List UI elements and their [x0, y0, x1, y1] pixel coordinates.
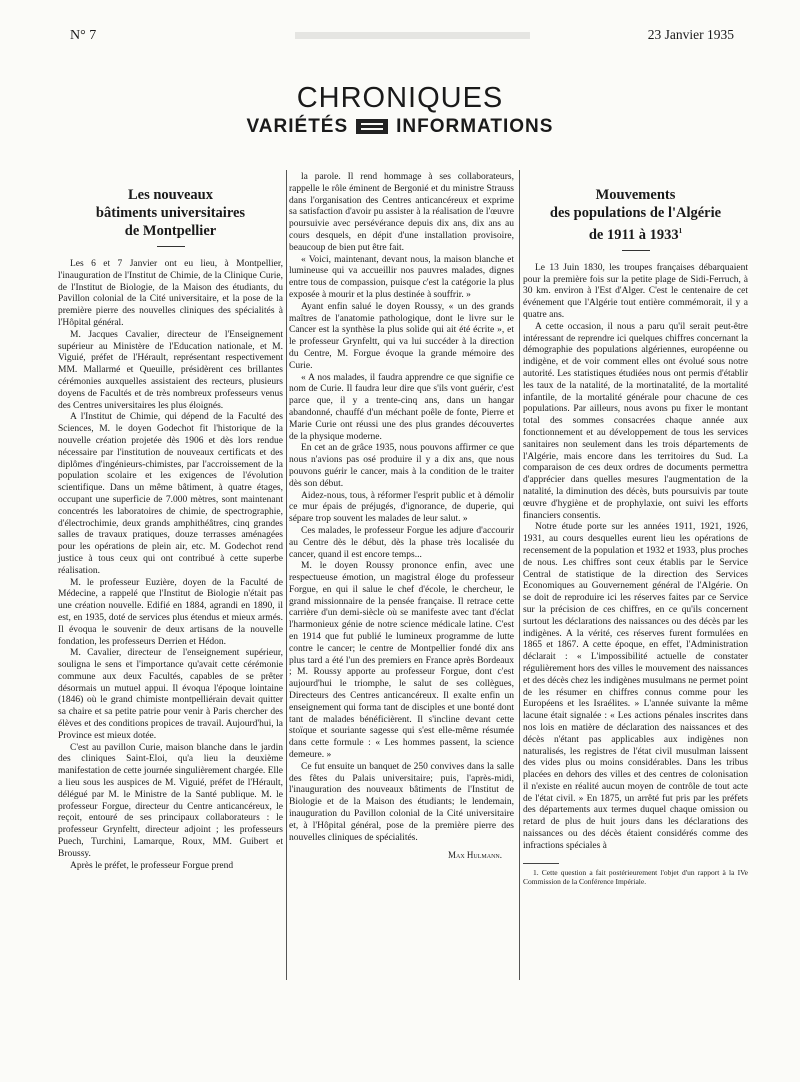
article2-title: Mouvements des populations de l'Algérie de 1911 à 1933$^1$	[549, 187, 722, 243]
column-3	[523, 172, 748, 886]
title-divider	[622, 250, 650, 251]
paragraph: C'est au pavillon Curie, maison blanche dans le jardin des cliniques Saint-Eloi, qu'a lieu la deuxième manifestation de cette journée singulièrement chargée. Elle a lieu sous les auspices de M. Viguié, préfet de l'Hérault, délégué par M. le Ministre de la Santé publique. M. le professeur Forgue, directeur du Centre anticancéreux, le reçoit, entouré de ses principaux collaborateurs : le professeur Grynfeltt, directeur adjoint ; les professeurs Puech, Turchini, Lamarque, Roux, MM. Guibert et Broussy.	[58, 742, 283, 859]
paragraph: Aidez-nous, tous, à réformer l'esprit public et à démolir ce mur épais de préjugés, d'ignorance, de duperie, qui sépare trop souvent les malades de leur salut. »	[289, 490, 514, 525]
subtitle-right: INFORMATIONS	[396, 116, 554, 137]
paragraph: A l'Institut de Chimie, qui dépend de la Faculté des Sciences, M. le doyen Godechot fit l'historique de la nouvelle création projetée dès 1906 et dès lors rendue nécessaire par l'institution de nouveaux certificats et des diplômes d'ingénieurs-chimistes, par l'accroissement de la population scolaire et les exigences de l'évolution scientifique. Dans un même bâtiment, à quatre étages, occupant une superficie de 7.000 mètres, sont maintenant concentrés les laboratoires de chimie, de spectrographie, d'électrochimie, deux grands amphithéâtres, cinq grandes salles de travaux pratiques, douze terrasses aménagées pour les opérations de plein air, etc. M. Godechot rend justice à tous ceux qui ont contribué à cette superbe réalisation.	[58, 412, 283, 576]
section-title: CHRONIQUES	[296, 82, 504, 114]
article1-body-col2	[289, 172, 514, 844]
faded-header-text	[295, 32, 530, 39]
column-1	[58, 172, 283, 872]
column-2	[289, 172, 514, 862]
footnote: 1. Cette question a fait postérieurement l'objet d'un rapport à la IVe Commission de la Conférence Impériale.	[523, 867, 748, 886]
issue-date: 23 Janvier 1935	[647, 27, 734, 42]
paragraph: En cet an de grâce 1935, nous pouvons affirmer ce que nous n'avions pas osé produire il y a dix ans, que nous pouvons guérir le cancer, mais à la condition de le traiter dès son début.	[289, 443, 514, 489]
issue-number: N° 7	[70, 28, 97, 43]
paragraph: Ces malades, le professeur Forgue les adjure d'accourir au Centre dès le début, dès la phase très localisée du cancer, quand il est encore temps...	[289, 525, 514, 560]
paragraph: « A nos malades, il faudra apprendre ce que signifie ce nom de Curie. Il faudra leur dire que s'ils vont guérir, c'est parce que, il y a trente-cinq ans, dans un hangar abandonné, chauffé d'un méchant poêle de fonte, Pierre et Marie Curie ont réussi une des plus grandes découvertes de la physique moderne.	[289, 372, 514, 442]
paragraph: M. Jacques Cavalier, directeur de l'Enseignement supérieur au Ministère de l'Education nationale, et M. Viguié, préfet de l'Hérault, représentant respectivement MM. Mallarmé et Queuille, présidèrent ces brillantes cérémonies auxquelles assistaient des recteurs, plusieurs doyens de Facultés et de très nombreux professeurs venus des Centres universitaires les plus éloignés.	[58, 329, 283, 411]
article2-body	[523, 263, 748, 853]
title-divider	[157, 246, 185, 247]
paragraph: A cette occasion, il nous a paru qu'il serait peut-être intéressant de reprendre ici quelques chiffres concernant la démographie des populations algériennes, européenne ou indigène, et de voir comment elles ont évolué sous notre autorité. Les statistiques étudiées nous ont permis d'établir les taux de la natalité, de la mortinatalité, de la mortalité infantile, de la mortalité générale pour chacune de ces populations. Par ailleurs, nous avons pu fixer le montant total des sommes consacrées chaque année aux fonctionnement et au développement de tous les services sanitaires non seulement dans les trois départements de l'Algérie, mais encore dans les territoires du Sud. La comparaison de ces deux ordres de documents permettra d'apprécier dans quelles mesures l'augmentation de la natalité, la diminution des décès, buts poursuivis par toute œuvre d'hygiène et de prophylaxie, ont suivi les efforts financiers consentis.	[523, 321, 748, 521]
paragraph: Ce fut ensuite un banquet de 250 convives dans la salle des fêtes du Palais universitaire; puis, l'après-midi, l'inauguration des nouveaux bâtiments de l'Institut de Biologie et de la Maison des étudiants; le lendemain, inauguration du Pavillon colonial de la Cité universitaire et, à l'Hôpital général, pose de la première pierre des nouvelles cliniques de spécialités.	[289, 761, 514, 843]
paragraph: M. le doyen Roussy prononce enfin, avec une respectueuse émotion, un magistral éloge du professeur Forgue, en qui il salue le chef d'école, le chercheur, le grand missionnaire de la pensée française. Il retrace cette carrière d'un demi-siècle où se manifeste avec tant d'éclat l'harmonieux génie de notre science médicale latine. C'est en 1914 que fut publié le lumineux programme de lutte contre le cancer; le centre de Montpellier fondé dix ans plus tard a été l'un des premiers en France après Bordeaux ; M. Roussy apporte au professeur Forgue, dont c'est aujourd'hui le triomphe, le salut de ses collègues, Directeurs des Centres anticancéreux. Il exalte enfin un enseignement qui forma tant de disciples et une bonté dont tant de malades bénéficièrent. Il s'incline devant cette stoïque et souriante sagesse qui s'est elle-même résumée dans cette formule : « Les hommes passent, la science demeure. »	[289, 561, 514, 761]
column-rule	[519, 170, 520, 980]
article1-body-col1	[58, 259, 283, 872]
paragraph: Après le préfet, le professeur Forgue prend	[70, 860, 234, 871]
paragraph: M. le professeur Euzière, doyen de la Faculté de Médecine, a rappelé que l'Institut de Biologie n'était pas une création nouvelle. Edifié en 1884, agrandi en 1890, il est, en 1935, doté de services plus étendus et mieux armés. Il évoqua le souvenir de deux artisans de la nouvelle fondation, les professeurs Derrien et Hédon.	[58, 577, 283, 647]
article1-signature: Max Hulmann.	[448, 850, 502, 861]
paragraph: Les 6 et 7 Janvier ont eu lieu, à Montpellier, l'inauguration de l'Institut de Chimie, de la Clinique Curie, de l'Institut de Biologie, de la Maison des étudiants, du Pavillon colonial de la Cité universitaire, et la pose de la première pierre des nouvelles cliniques des spécialités à l'Hôpital général.	[58, 259, 283, 328]
paragraph: la parole. Il rend hommage à ses collaborateurs, rappelle le rôle éminent de Bergonié et du ministre Strauss dans l'organisation des Centres anticancéreux et exprime sa satisfaction d'avoir pu assister à la réalisation de l'œuvre poursuivie avec persévérance depuis dix ans, dix ans au cours desquels, en dépit d'une installation provisoire, beaucoup de bien put être fait.	[289, 172, 514, 253]
subtitle-left: VARIÉTÉS	[246, 116, 349, 137]
column-rule	[286, 170, 287, 980]
article1-title: Les nouveaux bâtiments universitaires de Montpellier	[95, 187, 246, 239]
paragraph: « Voici, maintenant, devant nous, la maison blanche et lumineuse qui va accueillir nos pauvres malades, dignes entre tous de compassion, puisque c'est la catégorie la plus exposée à mourir et la plus destinée à souffrir. »	[289, 254, 514, 300]
footnote-rule	[523, 863, 559, 864]
paragraph: M. Cavalier, directeur de l'enseignement supérieur, souligna le sens et l'importance qu'avait cette cérémonie commune aux deux Facultés, capables de se prêter désormais un mutuel appui. Il évoqua l'époque lointaine (1846) où le grand chimiste montpelliérain devait quitter sa chaire et sa petite patrie pour venir à Paris chercher des élèves et des conditions propices de travail. Aujourd'hui, la Province est mieux dotée.	[58, 648, 283, 741]
paragraph: Notre étude porte sur les années 1911, 1921, 1926, 1931, au cours desquelles eurent lieu les opérations de recensement de la population et 1932 et 1933, plus proches de nous. Les chiffres sont ceux établis par le Service Central de statistique de la direction des Services Economiques au Gouvernement général de l'Algérie. On se doit de reproduire ici les réserves faites par ce Service sur la précision de ces chiffres, en ce qu'ils concernent surtout les déclarations des naissances ou des décès par les indigènes. A la vérité, ces réserves furent formulées en 1865 et 1867. A cette époque, en effet, l'Administration déclarait : « L'impossibilité actuelle de constater régulièrement hors des villes le mouvement des naissances et des décès chez les indigènes musulmans ne permet point de les résumer en chiffres connus comme pour les Européens et les Israélites. » L'année suivante la même lacune était signalée : « Les actions pénales inscrites dans nos lois en matière de déclaration des naissances et des décès n'étant pas applicables aux indigènes non naturalisés, les registres de l'état civil musulman laissent des vides plus ou moins considérables. Dans les tribus placées en dehors des villes et des centres de colonisation il n'existe en réalité aucun moyen de contrôle de tout acte de l'état civil. » En 1875, un arrêté fut pris par les préfets des départements aux termes duquel chaque omission ou retard de plus de huit jours dans les déclarations des naissances ou des décès étaient considérés comme des infractions spéciales à	[523, 522, 748, 851]
section-subtitle	[0, 116, 800, 138]
footnote-marker: 1	[678, 227, 683, 235]
paragraph: Le 13 Juin 1830, les troupes françaises débarquaient pour la première fois sur la petite plage de Sidi-Ferruch, à 30 km. environ à l'Est d'Alger. C'est le centenaire de cet événement que l'Algérie tout entière commémorait, il y a quatre ans.	[523, 262, 748, 321]
ornament-icon	[356, 119, 388, 134]
paragraph: Ayant enfin salué le doyen Roussy, « un des grands maîtres de l'anatomie pathologique, dont le livre sur le Cancer est la synthèse la plus solide qui ait été écrite », et le professeur Grynfeltt, qui va lui succéder à la direction du Centre, M. Forgue évoque la grande mémoire des Curie.	[289, 301, 514, 371]
